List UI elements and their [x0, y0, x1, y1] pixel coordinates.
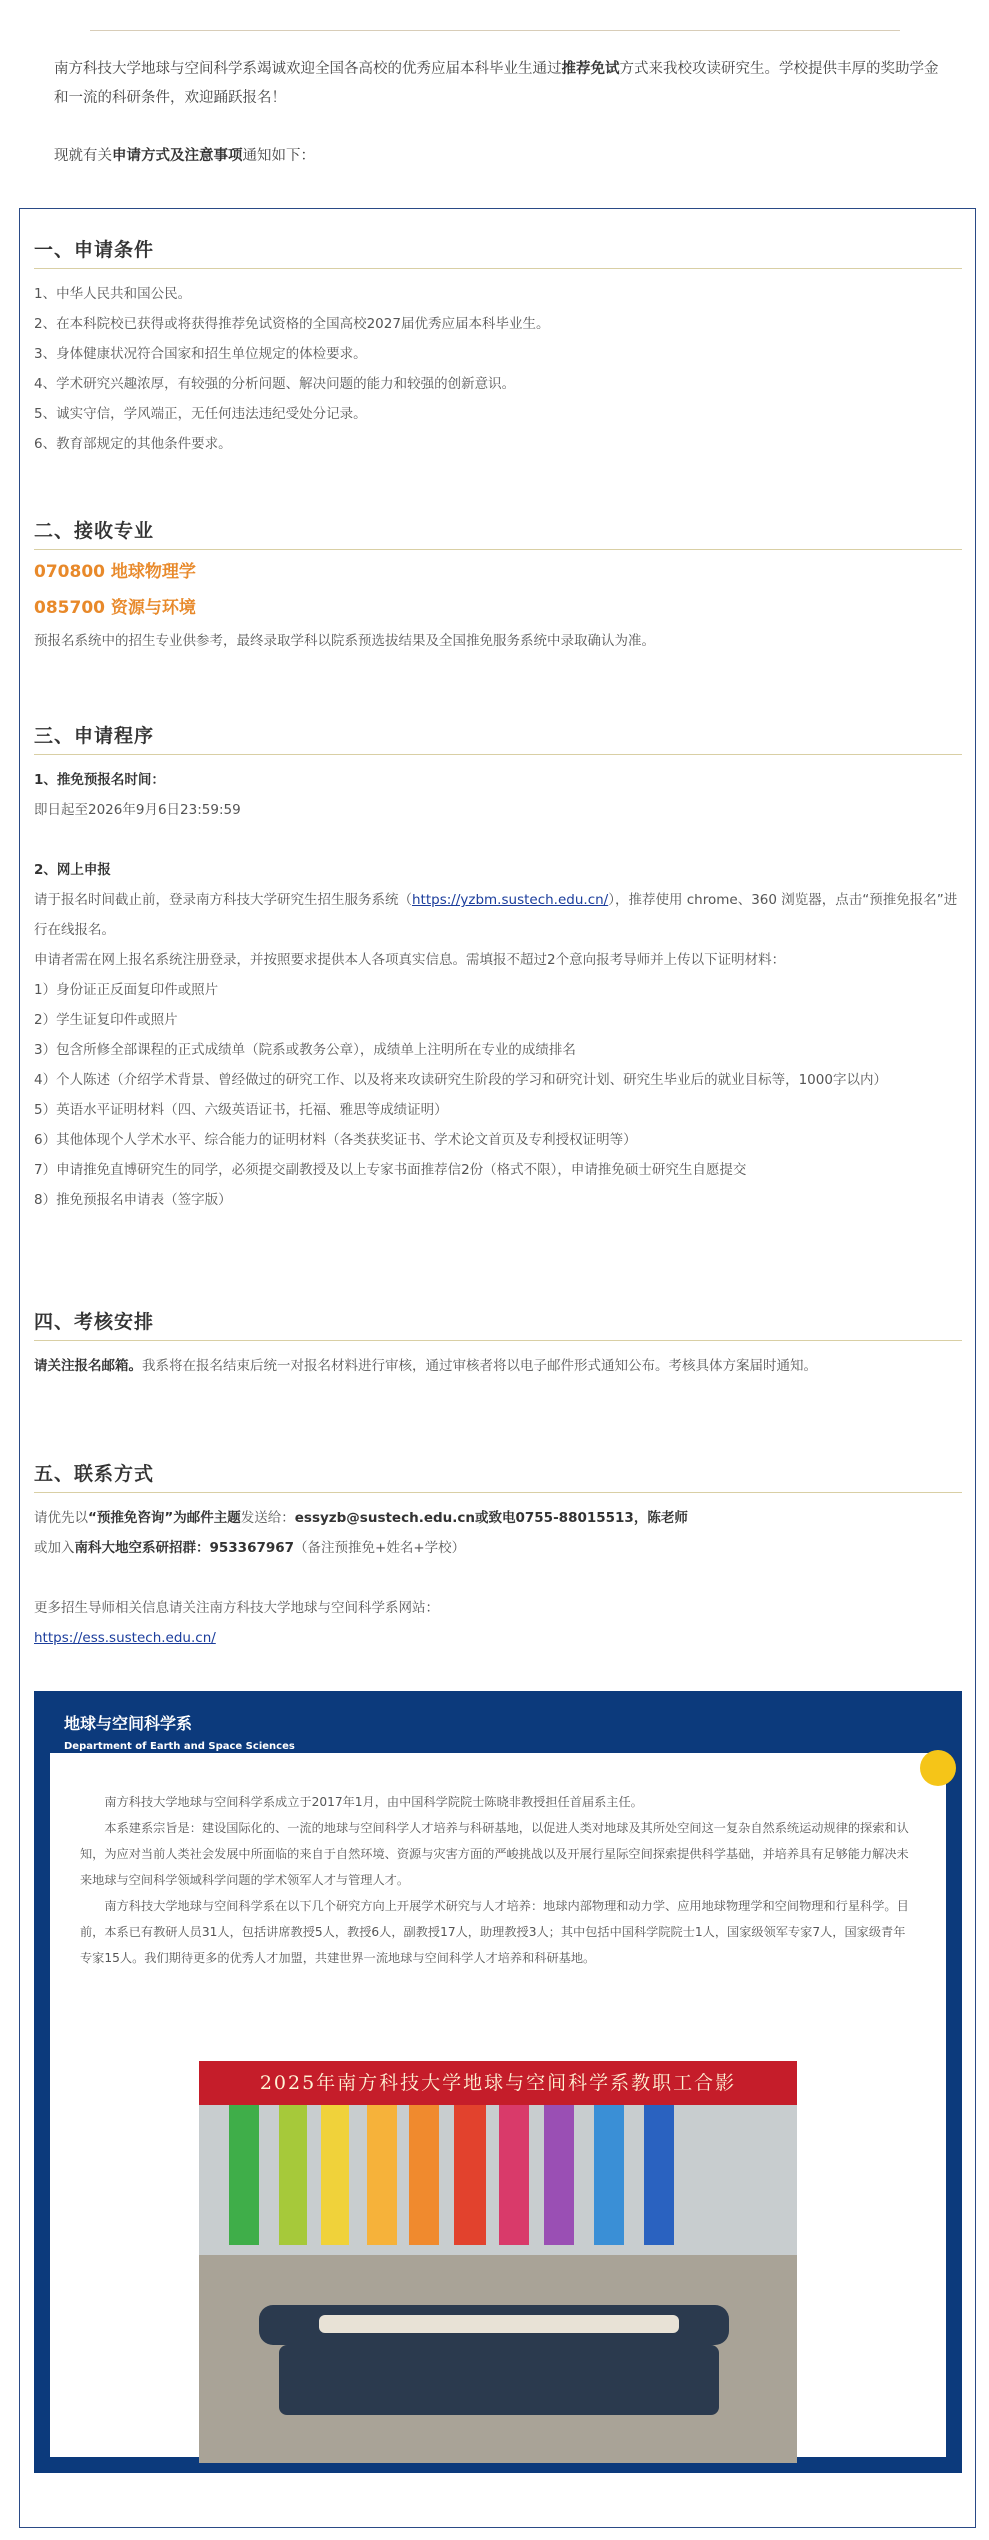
- list-item: 6、教育部规定的其他条件要求。: [34, 436, 232, 452]
- assessment-text: 请关注报名邮箱。我系将在报名结束后统一对报名材料进行审核，通过审核者将以电子邮件形式通知公布。考核具体方案届时通知。: [34, 1358, 817, 1374]
- photo-title-banner: 2025年南方科技大学地球与空间科学系教职工合影: [199, 2061, 797, 2105]
- section-title: 一、申请条件: [34, 235, 962, 269]
- section-eligibility: [34, 235, 962, 459]
- department-intro-card: [34, 1691, 962, 2473]
- group-number: 953367967: [209, 1540, 295, 1556]
- department-name-en: Department of Earth and Space Sciences: [64, 1741, 295, 1752]
- section-title: 二、接收专业: [34, 516, 962, 550]
- list-item: 4）个人陈述（介绍学术背景、曾经做过的研究工作、以及将来攻读研究生阶段的学习和研究计划、研究生毕业后的就业目标等，1000字以内）: [34, 1072, 887, 1088]
- list-item: 8）推免预报名申请表（签字版）: [34, 1192, 232, 1208]
- major-geophysics: 070800 地球物理学: [34, 562, 196, 582]
- major-resources-environment: 085700 资源与环境: [34, 598, 196, 618]
- contact-email-line: 请优先以“预推免咨询”为邮件主题发送给：essyzb@sustech.edu.cn或致电0755-88015513，陈老师: [34, 1510, 688, 1526]
- list-item: 1、中华人民共和国公民。: [34, 286, 192, 302]
- list-item: 7）申请推免直博研究生的同学，必须提交副教授及以上专家书面推荐信2份（格式不限），申请推免硕士研究生自愿提交: [34, 1162, 747, 1178]
- photo-scene: [199, 2105, 797, 2463]
- list-item: 5、诚实守信，学风端正，无任何违法违纪受处分记录。: [34, 406, 367, 422]
- main-content-box: [19, 208, 976, 2528]
- section-assessment: [34, 1307, 962, 1381]
- list-item: 3、身体健康状况符合国家和招生单位规定的体检要求。: [34, 346, 367, 362]
- section-procedure: [34, 721, 962, 1215]
- department-description: 南方科技大学地球与空间科学系成立于2017年1月，由中国科学院院士陈晓非教授担任首届系主任。 本系建系宗旨是：建设国际化的、一流的地球与空间科学人才培养与科研基地，以促进人类对地球及其所处空间这一复杂自然系统运动规律的探索和认知，为应对当前人类社会发展中所面临的来自于自然环境、资源与灾害方面的严峻挑战以及开展行星际空间探索提供科学基础，并培养具有足够能力解决未来地球与空间科学领域科学问题的学术领军人才与管理人才。 南方科技大学地球与空间科学系在以下几个研究方向上开展学术研究与人才培养：地球内部物理和动力学、应用地球物理学和空间物理和行星科学。目前，本系已有教研人员31人，包括讲席教授5人，教授6人，副教授17人，助理教授3人；其中包括中国科学院院士1人，国家级领军专家7人，国家级青年专家15人。我们期待更多的优秀人才加盟，共建世界一流地球与空间科学人才培养和科研基地。: [80, 1795, 909, 1965]
- majors-note: 预报名系统中的招生专业供参考，最终录取学科以院系预选拔结果及全国推免服务系统中录取确认为准。: [34, 633, 655, 649]
- top-divider: [90, 30, 900, 31]
- materials-intro: 申请者需在网上报名系统注册登录，并按照要求提供本人各项真实信息。需填报不超过2个意向报考导师并上传以下证明材料：: [34, 952, 786, 968]
- department-intro-body: [50, 1753, 946, 2457]
- website-note: 更多招生导师相关信息请关注南方科技大学地球与空间科学系网站：: [34, 1600, 439, 1616]
- section-contact: [34, 1459, 962, 1653]
- section-majors: [34, 516, 962, 656]
- intro-paragraph-1: 南方科技大学地球与空间科学系竭诚欢迎全国各高校的优秀应届本科毕业生通过推荐免试方式来我校攻读研究生。学校提供丰厚的奖助学金和一流的科研条件，欢迎踊跃报名！: [54, 61, 939, 106]
- list-item: 6）其他体现个人学术水平、综合能力的证明材料（各类获奖证书、学术论文首页及专利授权证明等）: [34, 1132, 637, 1148]
- section-title: 五、联系方式: [34, 1459, 962, 1493]
- department-name: 地球与空间科学系: [64, 1714, 193, 1733]
- admissions-system-link[interactable]: https://yzbm.sustech.edu.cn/: [412, 892, 609, 908]
- registration-instructions: 请于报名时间截止前，登录南方科技大学研究生招生服务系统（https://yzbm.sustech.edu.cn/），推荐使用 chrome、360 浏览器，点击“预推免报名”进行在线报名。: [34, 892, 958, 938]
- list-item: 5）英语水平证明材料（四、六级英语证书，托福、雅思等成绩证明）: [34, 1102, 448, 1118]
- subheading-registration-time: 1、推免预报名时间：: [34, 772, 165, 788]
- subheading-online-application: 2、网上申报: [34, 862, 111, 878]
- eligibility-list: [34, 279, 962, 459]
- contact-group-line: 或加入南科大地空系研招群：953367967（备注预推免+姓名+学校）: [34, 1540, 466, 1556]
- section-title: 四、考核安排: [34, 1307, 962, 1341]
- list-item: 4、学术研究兴趣浓厚，有较强的分析问题、解决问题的能力和较强的创新意识。: [34, 376, 516, 392]
- list-item: 2）学生证复印件或照片: [34, 1012, 178, 1028]
- list-item: 3）包含所修全部课程的正式成绩单（院系或教务公章），成绩单上注明所在专业的成绩排名: [34, 1042, 576, 1058]
- list-item: 2、在本科院校已获得或将获得推荐免试资格的全国高校2027届优秀应届本科毕业生。: [34, 316, 550, 332]
- list-item: 1）身份证正反面复印件或照片: [34, 982, 219, 998]
- faculty-group-photo: [199, 2061, 797, 2463]
- contact-email: essyzb@sustech.edu.cn或致电0755-88015513，陈老师: [294, 1510, 688, 1526]
- section-title: 三、申请程序: [34, 721, 962, 755]
- registration-deadline: 即日起至2026年9月6日23:59:59: [34, 802, 241, 818]
- decorative-yellow-dot: [920, 1750, 956, 1786]
- intro: [54, 55, 944, 200]
- group-photo-illustration: [199, 2105, 797, 2463]
- intro-paragraph-2: 现就有关申请方式及注意事项通知如下：: [54, 148, 315, 164]
- department-website-link[interactable]: https://ess.sustech.edu.cn/: [34, 1630, 216, 1646]
